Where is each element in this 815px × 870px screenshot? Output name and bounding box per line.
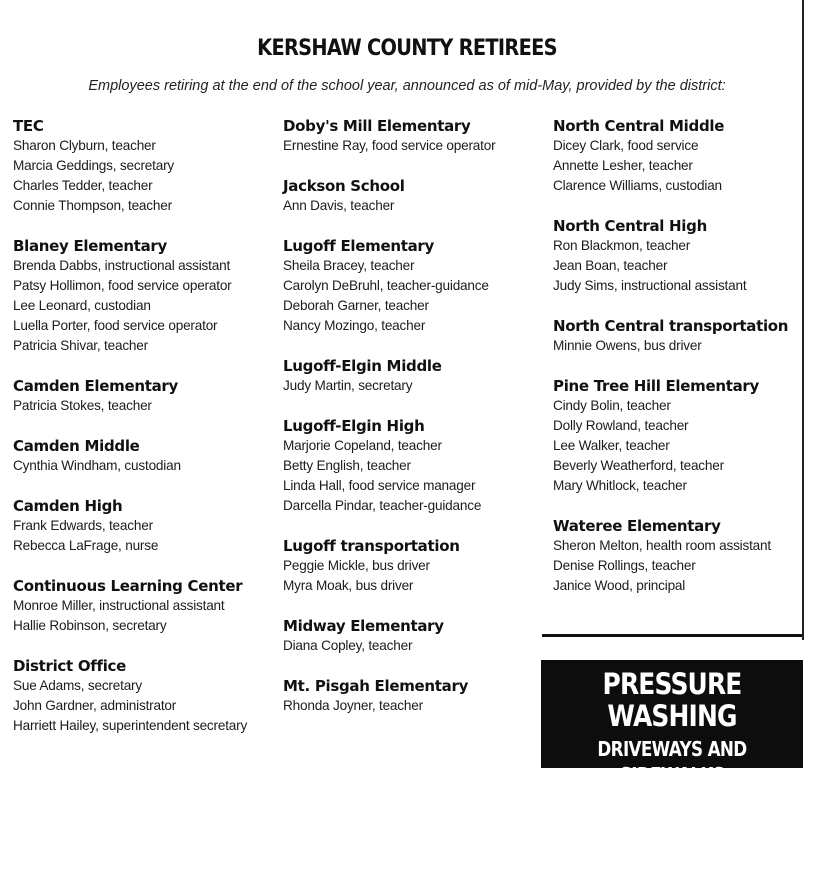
school-section [13,116,275,216]
retiree-entry: Judy Martin, secretary [283,378,413,393]
retiree-entry: Luella Porter, food service operator [13,318,218,333]
retiree-entry: Linda Hall, food service manager [283,478,476,493]
retiree-entry: Marjorie Copeland, teacher [283,438,442,453]
school-section [283,536,545,596]
ad-divider [542,634,802,637]
school-name: Doby's Mill Elementary [283,117,471,135]
retiree-entry: Frank Edwards, teacher [13,518,153,533]
school-name: Lugoff-Elgin Middle [283,357,442,375]
retiree-entry: Carolyn DeBruhl, teacher-guidance [283,278,489,293]
retiree-entry: Charles Tedder, teacher [13,178,153,193]
retiree-entry: Nancy Mozingo, teacher [283,318,426,333]
retiree-entry: Jean Boan, teacher [553,258,668,273]
school-name: North Central Middle [553,117,725,135]
school-name: Mt. Pisgah Elementary [283,677,469,695]
retiree-entry: Harriett Hailey, superintendent secretary [13,718,248,733]
pressure-washing-ad [541,660,803,870]
retiree-entry: John Gardner, administrator [13,698,177,713]
retirees-column-1 [13,116,275,756]
school-name: Wateree Elementary [553,517,721,535]
school-name: Jackson School [283,177,405,195]
school-section [13,576,275,636]
school-section [283,356,545,396]
retirees-column-3 [553,116,815,616]
retiree-entry: Cynthia Windham, custodian [13,458,181,473]
school-name: Continuous Learning Center [13,577,243,595]
school-name: District Office [13,657,127,675]
retiree-entry: Mary Whitlock, teacher [553,478,687,493]
school-name: Lugoff Elementary [283,237,434,255]
retiree-entry: Rebecca LaFrage, nurse [13,538,159,553]
retiree-entry: Dolly Rowland, teacher [553,418,689,433]
retiree-entry: Ron Blackmon, teacher [553,238,691,253]
school-name: Camden High [13,497,123,515]
school-section [283,416,545,516]
school-section [13,436,275,476]
school-name: Camden Elementary [13,377,178,395]
school-name: Pine Tree Hill Elementary [553,377,759,395]
school-section [283,676,545,716]
school-name: Midway Elementary [283,617,444,635]
retirees-column-2 [283,116,545,736]
school-section [553,316,815,356]
ad-subheadline: DRIVEWAYS AND SIDEWALKS [597,737,747,787]
school-section [283,616,545,656]
school-section [283,116,545,156]
retiree-entry: Lee Walker, teacher [553,438,670,453]
school-name: Lugoff-Elgin High [283,417,425,435]
retiree-entry: Betty English, teacher [283,458,411,473]
retiree-entry: Beverly Weatherford, teacher [553,458,724,473]
school-section [553,376,815,496]
retiree-entry: Connie Thompson, teacher [13,198,172,213]
retiree-entry: Sheron Melton, health room assistant [553,538,771,553]
retiree-entry: Patricia Shivar, teacher [13,338,148,353]
ad-phone: CALL 730-8592 [582,789,762,870]
retiree-entry: Ernestine Ray, food service operator [283,138,496,153]
retiree-entry: Cindy Bolin, teacher [553,398,671,413]
retiree-entry: Ann Davis, teacher [283,198,395,213]
school-name: North Central transportation [553,317,789,335]
retiree-entry: Marcia Geddings, secretary [13,158,175,173]
retiree-entry: Sheila Bracey, teacher [283,258,415,273]
school-section [13,496,275,556]
retiree-entry: Dicey Clark, food service [553,138,699,153]
retiree-entry: Rhonda Joyner, teacher [283,698,423,713]
retiree-entry: Patricia Stokes, teacher [13,398,152,413]
retiree-entry: Lee Leonard, custodian [13,298,151,313]
school-section [13,656,275,736]
retiree-entry: Darcella Pindar, teacher-guidance [283,498,482,513]
retiree-entry: Sharon Clyburn, teacher [13,138,156,153]
retiree-entry: Janice Wood, principal [553,578,686,593]
school-name: Lugoff transportation [283,537,460,555]
school-section [553,516,815,596]
retiree-entry: Patsy Hollimon, food service operator [13,278,232,293]
school-section [283,236,545,336]
retiree-entry: Myra Moak, bus driver [283,578,414,593]
school-section [553,216,815,296]
school-name: TEC [13,117,44,135]
school-section [13,236,275,356]
retiree-entry: Annette Lesher, teacher [553,158,693,173]
page-title: KERSHAW COUNTY RETIREES [257,36,557,61]
retiree-entry: Denise Rollings, teacher [553,558,696,573]
school-section [13,376,275,416]
school-name: Blaney Elementary [13,237,167,255]
school-name: North Central High [553,217,707,235]
retiree-entry: Judy Sims, instructional assistant [553,278,747,293]
retiree-entry: Sue Adams, secretary [13,678,142,693]
retiree-entry: Clarence Williams, custodian [553,178,722,193]
retiree-entry: Hallie Robinson, secretary [13,618,167,633]
retiree-entry: Brenda Dabbs, instructional assistant [13,258,231,273]
retiree-entry: Minnie Owens, bus driver [553,338,702,353]
school-section [283,176,545,216]
school-section [553,116,815,196]
school-name: Camden Middle [13,437,140,455]
page-subtitle: Employees retiring at the end of the school year, announced as of mid-May, provided by the district: [88,78,726,94]
ad-headline: PRESSURE WASHING [602,667,742,733]
retiree-entry: Peggie Mickle, bus driver [283,558,430,573]
retiree-entry: Diana Copley, teacher [283,638,413,653]
retiree-entry: Deborah Garner, teacher [283,298,429,313]
retiree-entry: Monroe Miller, instructional assistant [13,598,225,613]
